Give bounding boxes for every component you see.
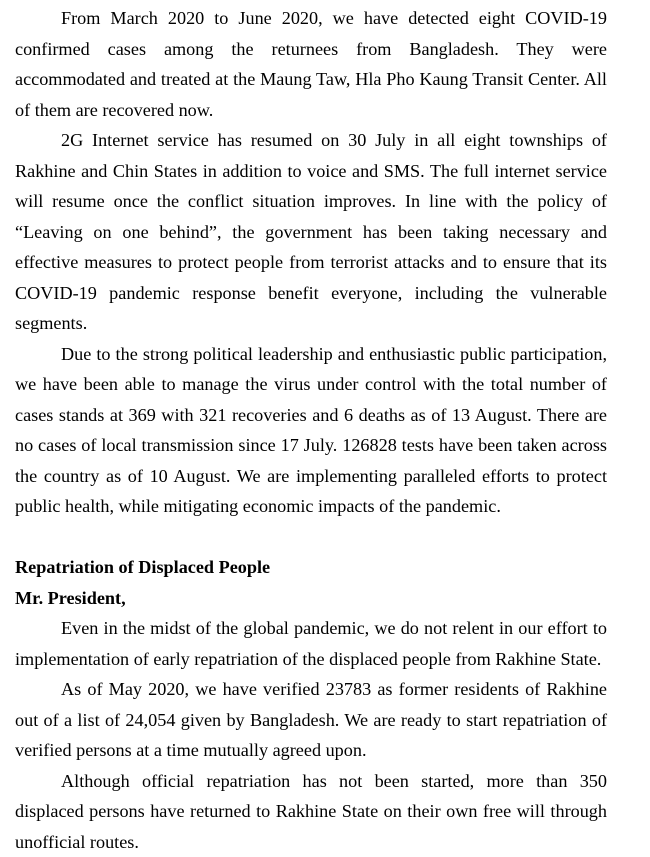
document-page (15, 3, 607, 857)
paragraph-unofficial-returns: Although official repatriation has not been started, more than 350 displaced persons have returned to Rakhine State on their own free will through unofficial routes. (15, 766, 607, 857)
paragraph-returnees: From March 2020 to June 2020, we have detected eight COVID-19 confirmed cases among the returnees from Bangladesh. They were accommodated and treated at the Maung Taw, Hla Pho Kaung Transit Center. All of them are recovered now. (15, 3, 607, 125)
paragraph-internet-service: 2G Internet service has resumed on 30 July in all eight townships of Rakhine and Chin States in addition to voice and SMS. The full internet service will resume once the conflict situation improves. In line with the policy of “Leaving on one behind”, the government has been taking necessary and effective measures to protect people from terrorist attacks and to ensure that its COVID-19 pandemic response benefit everyone, including the vulnerable segments. (15, 125, 607, 339)
salutation: Mr. President, (15, 583, 607, 614)
paragraph-repatriation-effort: Even in the midst of the global pandemic, we do not relent in our effort to implementation of early repatriation of the displaced people from Rakhine State. (15, 613, 607, 674)
paragraph-verified-residents: As of May 2020, we have verified 23783 as former residents of Rakhine out of a list of 24,054 given by Bangladesh. We are ready to start repatriation of verified persons at a time mutually agreed upon. (15, 674, 607, 766)
section-heading: Repatriation of Displaced People (15, 552, 607, 583)
section-spacer (15, 522, 607, 553)
paragraph-covid-statistics: Due to the strong political leadership and enthusiastic public participation, we have been able to manage the virus under control with the total number of cases stands at 369 with 321 recoveries and 6 deaths as of 13 August. There are no cases of local transmission since 17 July. 126828 tests have been taken across the country as of 10 August. We are implementing paralleled efforts to protect public health, while mitigating economic impacts of the pandemic. (15, 339, 607, 522)
